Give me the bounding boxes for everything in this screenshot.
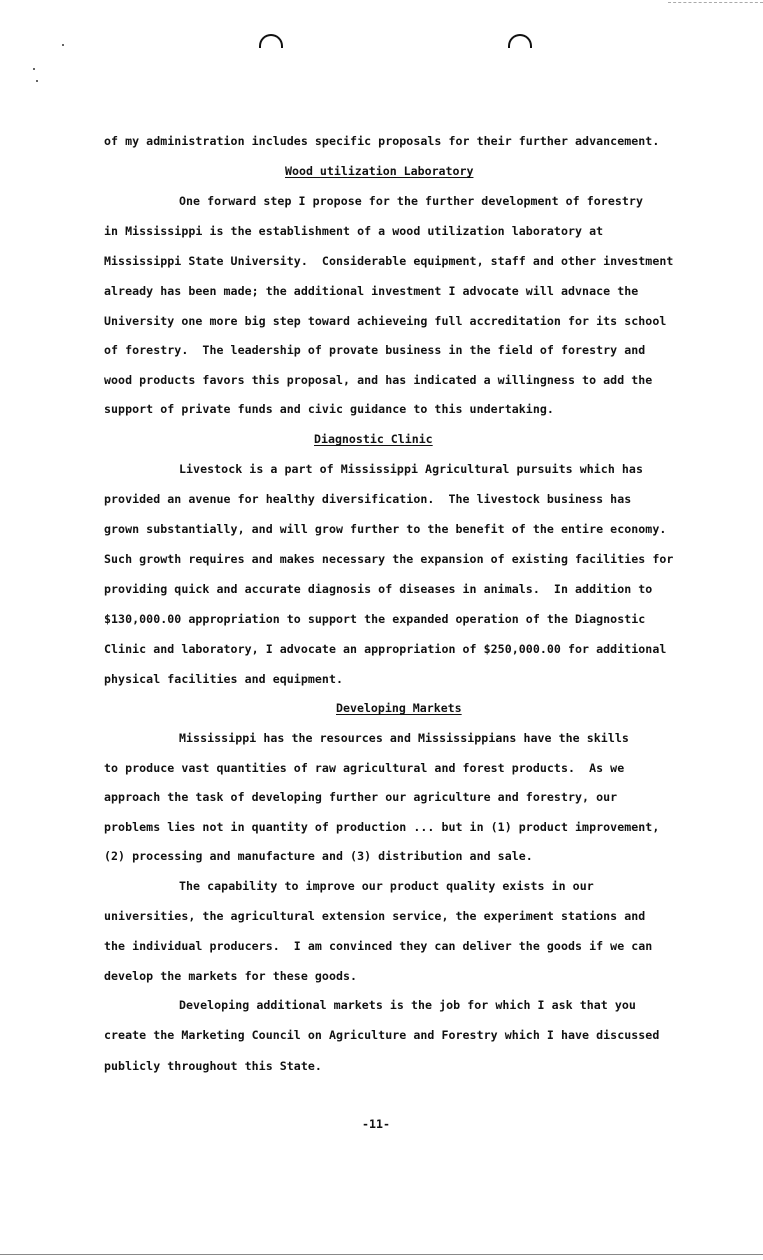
paragraph-line: (2) processing and manufacture and (3) distribution and sale.	[104, 849, 533, 863]
paragraph-line: provided an avenue for healthy diversification. The livestock business has	[104, 492, 632, 506]
paragraph-line: in Mississippi is the establishment of a wood utilization laboratory at	[104, 224, 604, 238]
scan-speck	[62, 44, 64, 46]
section-heading-diagnostic-clinic: Diagnostic Clinic	[314, 432, 433, 446]
paragraph-line: Livestock is a part of Mississippi Agricultural pursuits which has	[179, 462, 643, 476]
bottom-edge-rule	[0, 1254, 763, 1255]
paragraph-line: create the Marketing Council on Agriculture and Forestry which I have discussed	[104, 1028, 660, 1042]
paragraph-line: Developing additional markets is the job for which I ask that you	[179, 998, 636, 1012]
paragraph-line: support of private funds and civic guidance to this undertaking.	[104, 402, 554, 416]
paragraph-line: to produce vast quantities of raw agricultural and forest products. As we	[104, 761, 625, 775]
paragraph-line: universities, the agricultural extension service, the experiment stations and	[104, 909, 646, 923]
paragraph-line: providing quick and accurate diagnosis of diseases in animals. In addition to	[104, 582, 653, 596]
top-edge-dashes	[668, 2, 763, 3]
paragraph-line: grown substantially, and will grow further to the benefit of the entire economy.	[104, 522, 667, 536]
paragraph-line: Clinic and laboratory, I advocate an appropriation of $250,000.00 for additional	[104, 642, 667, 656]
punch-hole-mark-left	[259, 34, 283, 48]
paragraph-line: of forestry. The leadership of provate business in the field of forestry and	[104, 343, 646, 357]
paragraph-line: the individual producers. I am convinced they can deliver the goods if we can	[104, 939, 653, 953]
paragraph-line: approach the task of developing further our agriculture and forestry, our	[104, 790, 618, 804]
paragraph-line: Mississippi State University. Considerable equipment, staff and other investment	[104, 254, 674, 268]
punch-hole-mark-right	[508, 34, 532, 48]
intro-line: of my administration includes specific proposals for their further advancement.	[104, 134, 660, 148]
paragraph-line: publicly throughout this State.	[104, 1059, 322, 1073]
paragraph-line: develop the markets for these goods.	[104, 969, 358, 983]
paragraph-line: Such growth requires and makes necessary the expansion of existing facilities for	[104, 552, 674, 566]
section-heading-wood-utilization: Wood utilization Laboratory	[285, 164, 474, 178]
paragraph-line: The capability to improve our product quality exists in our	[179, 879, 594, 893]
paragraph-line: University one more big step toward achieveing full accreditation for its school	[104, 314, 667, 328]
paragraph-line: One forward step I propose for the further development of forestry	[179, 194, 643, 208]
page-number: -11-	[362, 1117, 390, 1131]
section-heading-developing-markets: Developing Markets	[336, 701, 462, 715]
paragraph-line: $130,000.00 appropriation to support the expanded operation of the Diagnostic	[104, 612, 646, 626]
scan-speck	[33, 68, 35, 70]
paragraph-line: problems lies not in quantity of production ... but in (1) product improvement,	[104, 820, 660, 834]
paragraph-line: already has been made; the additional investment I advocate will advnace the	[104, 284, 639, 298]
scan-speck	[36, 80, 38, 82]
paragraph-line: physical facilities and equipment.	[104, 672, 344, 686]
paragraph-line: Mississippi has the resources and Mississippians have the skills	[179, 731, 629, 745]
paragraph-line: wood products favors this proposal, and has indicated a willingness to add the	[104, 373, 653, 387]
